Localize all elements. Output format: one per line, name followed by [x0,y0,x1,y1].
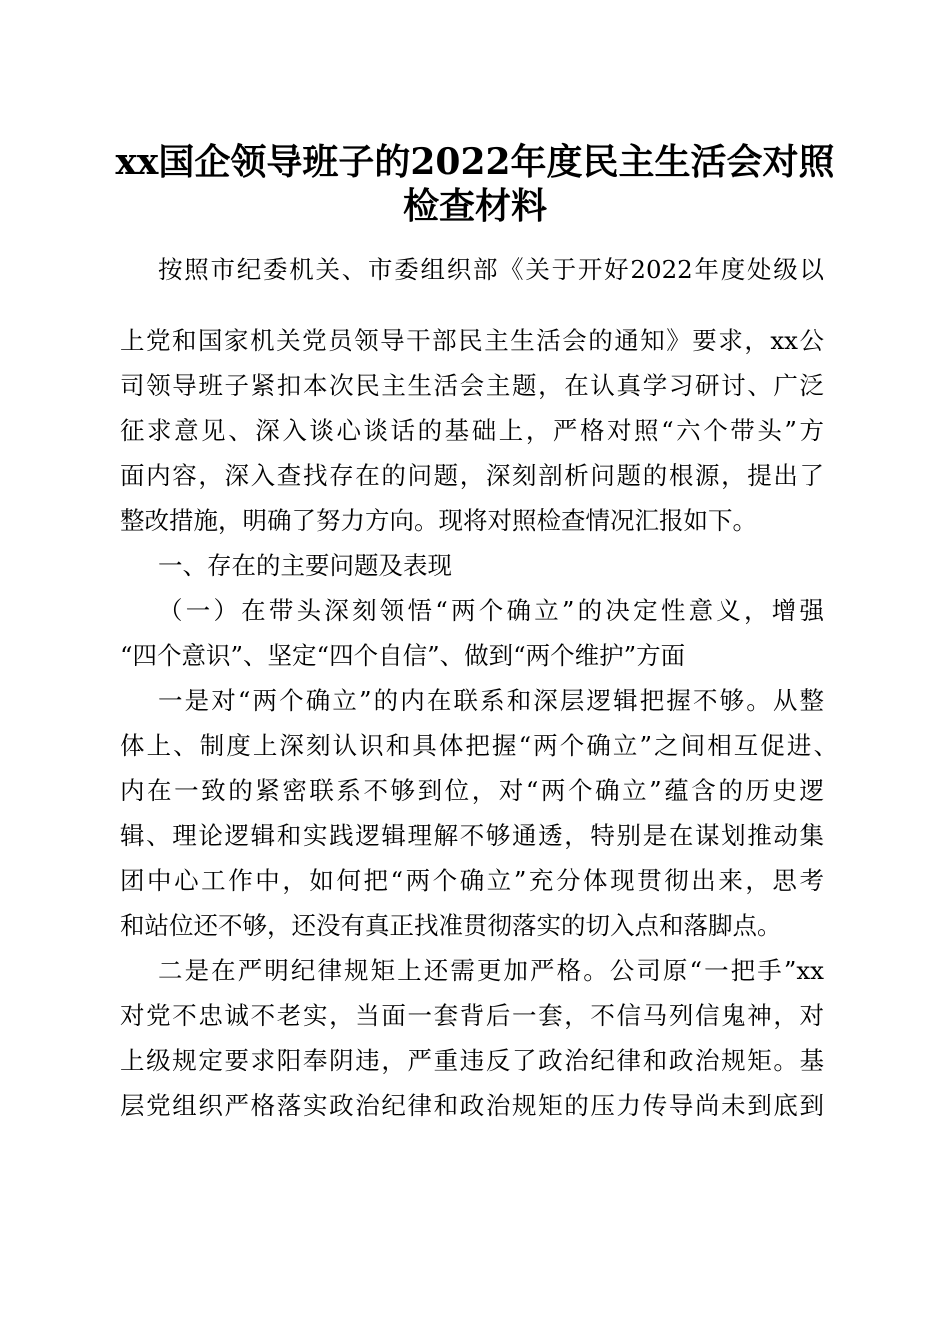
point-one-line: 一是对“两个确立”的内在联系和深层逻辑把握不够。从整 [158,686,824,715]
intro-line: 司领导班子紧扣本次民主生活会主题，在认真学习研讨、广泛 [120,371,824,400]
document-title-line-2: 检查材料 [402,185,547,227]
document-title-line-1: xx国企领导班子的2022年度民主生活会对照 [115,141,835,183]
intro-line: 按照市纪委机关、市委组织部《关于开好2022年度处级以 [158,255,824,284]
point-one-line: 团中心工作中，如何把“两个确立”充分体现贯彻出来，思考 [120,866,824,895]
subsection-heading-line: （一）在带头深刻领悟“两个确立”的决定性意义，增强 [158,596,824,625]
point-one-line: 辑、理论逻辑和实践逻辑理解不够通透，特别是在谋划推动集 [120,821,824,850]
point-two-line: 层党组织严格落实政治纪律和政治规矩的压力传导尚未到底到 [120,1091,824,1120]
intro-line: 上党和国家机关党员领导干部民主生活会的通知》要求，xx公 [120,326,824,355]
intro-line: 整改措施，明确了努力方向。现将对照检查情况汇报如下。 [120,506,757,535]
section-heading: 一、存在的主要问题及表现 [158,551,452,580]
point-one-line: 和站位还不够，还没有真正找准贯彻落实的切入点和落脚点。 [120,911,782,940]
point-two-line: 二是在严明纪律规矩上还需更加严格。公司原“一把手”xx [158,956,824,985]
subsection-heading-line: “四个意识”、坚定“四个自信”、做到“两个维护”方面 [120,641,686,670]
point-one-line: 体上、制度上深刻认识和具体把握“两个确立”之间相互促进、 [120,731,838,760]
point-one-line: 内在一致的紧密联系不够到位，对“两个确立”蕴含的历史逻 [120,776,824,805]
intro-line: 征求意见、深入谈心谈话的基础上，严格对照“六个带头”方 [120,416,824,445]
point-two-line: 上级规定要求阳奉阴违，严重违反了政治纪律和政治规矩。基 [120,1046,824,1075]
intro-line: 面内容，深入查找存在的问题，深刻剖析问题的根源，提出了 [120,461,824,490]
point-two-line: 对党不忠诚不老实，当面一套背后一套，不信马列信鬼神，对 [120,1001,824,1030]
